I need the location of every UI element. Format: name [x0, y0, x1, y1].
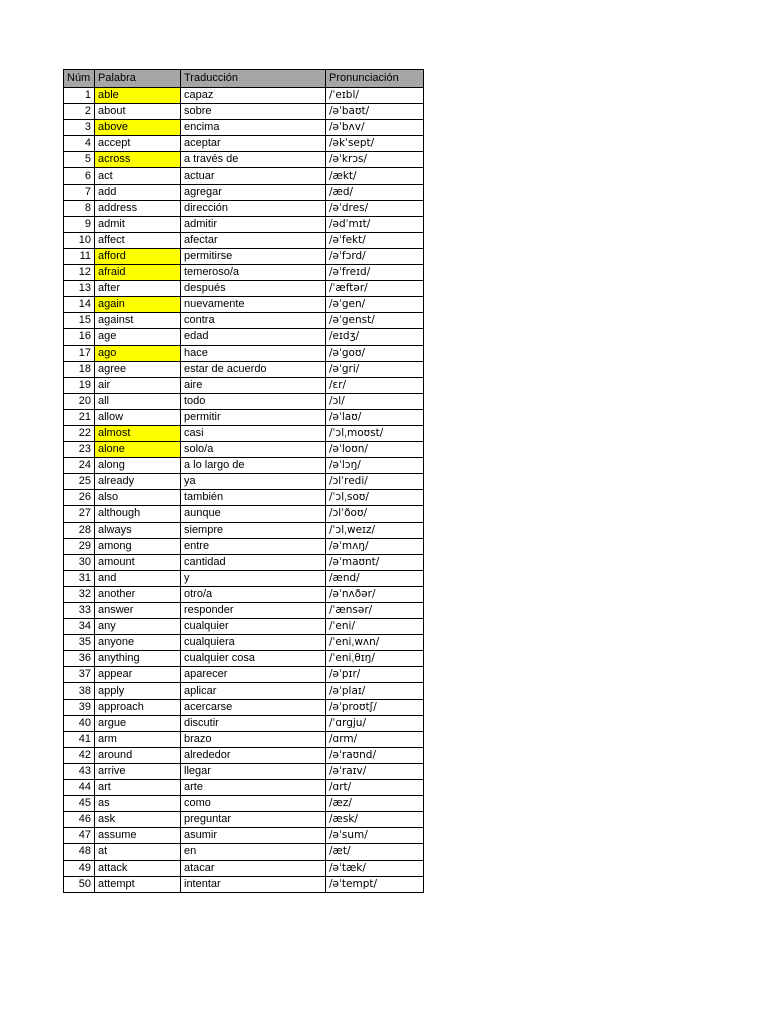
translation-cell: encima — [181, 120, 326, 136]
translation-cell: cualquier cosa — [181, 651, 326, 667]
table-row — [64, 796, 424, 812]
translation-cell: después — [181, 281, 326, 297]
word-cell: already — [95, 474, 181, 490]
row-number: 2 — [64, 104, 95, 120]
header-translation: Traducción — [181, 70, 326, 88]
word-cell: almost — [95, 425, 181, 441]
table-row — [64, 136, 424, 152]
translation-cell: todo — [181, 393, 326, 409]
translation-cell: arte — [181, 780, 326, 796]
pronunciation-cell: /əˈraɪv/ — [326, 763, 424, 779]
table-row — [64, 297, 424, 313]
table-row — [64, 248, 424, 264]
word-cell: age — [95, 329, 181, 345]
row-number: 9 — [64, 216, 95, 232]
row-number: 23 — [64, 442, 95, 458]
table-row — [64, 812, 424, 828]
word-cell: air — [95, 377, 181, 393]
row-number: 16 — [64, 329, 95, 345]
table-row — [64, 683, 424, 699]
row-number: 34 — [64, 619, 95, 635]
row-number: 19 — [64, 377, 95, 393]
pronunciation-cell: /əˈbaʊt/ — [326, 104, 424, 120]
word-cell: afraid — [95, 265, 181, 281]
word-cell: accept — [95, 136, 181, 152]
translation-cell: afectar — [181, 232, 326, 248]
word-cell: ago — [95, 345, 181, 361]
word-cell: any — [95, 619, 181, 635]
row-number: 7 — [64, 184, 95, 200]
word-cell: apply — [95, 683, 181, 699]
word-cell: as — [95, 796, 181, 812]
pronunciation-cell: /ˈɔlˌsoʊ/ — [326, 490, 424, 506]
row-number: 26 — [64, 490, 95, 506]
row-number: 48 — [64, 844, 95, 860]
word-cell: across — [95, 152, 181, 168]
word-cell: assume — [95, 828, 181, 844]
table-row — [64, 490, 424, 506]
pronunciation-cell: /əˈsum/ — [326, 828, 424, 844]
translation-cell: permitirse — [181, 248, 326, 264]
table-body — [64, 88, 424, 893]
translation-cell: admitir — [181, 216, 326, 232]
table-row — [64, 554, 424, 570]
word-cell: able — [95, 88, 181, 104]
table-row — [64, 184, 424, 200]
row-number: 33 — [64, 603, 95, 619]
pronunciation-cell: /əˈbʌv/ — [326, 120, 424, 136]
table-row — [64, 667, 424, 683]
pronunciation-cell: /əˈloʊn/ — [326, 442, 424, 458]
row-number: 15 — [64, 313, 95, 329]
word-cell: along — [95, 458, 181, 474]
row-number: 40 — [64, 715, 95, 731]
table-row — [64, 168, 424, 184]
row-number: 12 — [64, 265, 95, 281]
table-row — [64, 747, 424, 763]
word-cell: about — [95, 104, 181, 120]
translation-cell: preguntar — [181, 812, 326, 828]
translation-cell: llegar — [181, 763, 326, 779]
row-number: 49 — [64, 860, 95, 876]
word-cell: allow — [95, 409, 181, 425]
word-cell: always — [95, 522, 181, 538]
pronunciation-cell: /əˈmaʊnt/ — [326, 554, 424, 570]
row-number: 4 — [64, 136, 95, 152]
row-number: 6 — [64, 168, 95, 184]
pronunciation-cell: /əˈgenst/ — [326, 313, 424, 329]
row-number: 21 — [64, 409, 95, 425]
row-number: 35 — [64, 635, 95, 651]
pronunciation-cell: /æsk/ — [326, 812, 424, 828]
pronunciation-cell: /əˈgen/ — [326, 297, 424, 313]
table-row — [64, 377, 424, 393]
pronunciation-cell: /əˈtempt/ — [326, 876, 424, 892]
pronunciation-cell: /ˈeniˌθɪŋ/ — [326, 651, 424, 667]
row-number: 5 — [64, 152, 95, 168]
pronunciation-cell: /æt/ — [326, 844, 424, 860]
translation-cell: brazo — [181, 731, 326, 747]
table-row — [64, 876, 424, 892]
row-number: 38 — [64, 683, 95, 699]
translation-cell: otro/a — [181, 586, 326, 602]
pronunciation-cell: /ækt/ — [326, 168, 424, 184]
translation-cell: temeroso/a — [181, 265, 326, 281]
translation-cell: y — [181, 570, 326, 586]
pronunciation-cell: /əˈkrɔs/ — [326, 152, 424, 168]
translation-cell: actuar — [181, 168, 326, 184]
word-cell: alone — [95, 442, 181, 458]
header-pronunciation: Pronunciación — [326, 70, 424, 88]
table-row — [64, 731, 424, 747]
word-cell: address — [95, 200, 181, 216]
table-row — [64, 844, 424, 860]
table-row — [64, 281, 424, 297]
pronunciation-cell: /ænd/ — [326, 570, 424, 586]
row-number: 42 — [64, 747, 95, 763]
word-cell: anyone — [95, 635, 181, 651]
row-number: 30 — [64, 554, 95, 570]
word-cell: approach — [95, 699, 181, 715]
translation-cell: capaz — [181, 88, 326, 104]
word-cell: anything — [95, 651, 181, 667]
row-number: 44 — [64, 780, 95, 796]
translation-cell: edad — [181, 329, 326, 345]
word-cell: around — [95, 747, 181, 763]
table-row — [64, 619, 424, 635]
translation-cell: siempre — [181, 522, 326, 538]
translation-cell: solo/a — [181, 442, 326, 458]
translation-cell: cualquiera — [181, 635, 326, 651]
table-row — [64, 216, 424, 232]
table-row — [64, 651, 424, 667]
table-row — [64, 474, 424, 490]
row-number: 37 — [64, 667, 95, 683]
table-row — [64, 329, 424, 345]
table-row — [64, 828, 424, 844]
row-number: 27 — [64, 506, 95, 522]
row-number: 22 — [64, 425, 95, 441]
word-cell: admit — [95, 216, 181, 232]
table-row — [64, 393, 424, 409]
pronunciation-cell: /əˈfekt/ — [326, 232, 424, 248]
word-cell: all — [95, 393, 181, 409]
row-number: 46 — [64, 812, 95, 828]
translation-cell: permitir — [181, 409, 326, 425]
row-number: 29 — [64, 538, 95, 554]
pronunciation-cell: /ədˈmɪt/ — [326, 216, 424, 232]
table-row — [64, 409, 424, 425]
pronunciation-cell: /ˈɔlˌmoʊst/ — [326, 425, 424, 441]
table-row — [64, 586, 424, 602]
word-cell: and — [95, 570, 181, 586]
table-row — [64, 200, 424, 216]
word-cell: also — [95, 490, 181, 506]
row-number: 25 — [64, 474, 95, 490]
translation-cell: hace — [181, 345, 326, 361]
row-number: 45 — [64, 796, 95, 812]
pronunciation-cell: /əˈproʊtʃ/ — [326, 699, 424, 715]
row-number: 31 — [64, 570, 95, 586]
translation-cell: también — [181, 490, 326, 506]
pronunciation-cell: /ɔlˈredi/ — [326, 474, 424, 490]
pronunciation-cell: /eɪdʒ/ — [326, 329, 424, 345]
pronunciation-cell: /ˈænsər/ — [326, 603, 424, 619]
row-number: 17 — [64, 345, 95, 361]
translation-cell: casi — [181, 425, 326, 441]
translation-cell: aunque — [181, 506, 326, 522]
table-header — [64, 70, 424, 88]
row-number: 43 — [64, 763, 95, 779]
header-num: Núm — [64, 70, 95, 88]
header-word: Palabra — [95, 70, 181, 88]
word-cell: art — [95, 780, 181, 796]
table-row — [64, 763, 424, 779]
table-row — [64, 442, 424, 458]
pronunciation-cell: /əˈnʌðər/ — [326, 586, 424, 602]
table-row — [64, 120, 424, 136]
translation-cell: cualquier — [181, 619, 326, 635]
row-number: 3 — [64, 120, 95, 136]
pronunciation-cell: /əˈgoʊ/ — [326, 345, 424, 361]
word-cell: afford — [95, 248, 181, 264]
pronunciation-cell: /æz/ — [326, 796, 424, 812]
translation-cell: aparecer — [181, 667, 326, 683]
table-row — [64, 345, 424, 361]
table-row — [64, 88, 424, 104]
table-row — [64, 570, 424, 586]
word-cell: above — [95, 120, 181, 136]
pronunciation-cell: /əˈraʊnd/ — [326, 747, 424, 763]
row-number: 39 — [64, 699, 95, 715]
table-row — [64, 361, 424, 377]
word-cell: after — [95, 281, 181, 297]
translation-cell: intentar — [181, 876, 326, 892]
word-cell: amount — [95, 554, 181, 570]
pronunciation-cell: /əˈfreɪd/ — [326, 265, 424, 281]
table-row — [64, 860, 424, 876]
table-row — [64, 603, 424, 619]
row-number: 20 — [64, 393, 95, 409]
word-cell: add — [95, 184, 181, 200]
table-row — [64, 265, 424, 281]
word-cell: agree — [95, 361, 181, 377]
word-cell: arm — [95, 731, 181, 747]
translation-cell: acercarse — [181, 699, 326, 715]
pronunciation-cell: /ˈæftər/ — [326, 281, 424, 297]
pronunciation-cell: /əˈlɔŋ/ — [326, 458, 424, 474]
table-row — [64, 635, 424, 651]
row-number: 11 — [64, 248, 95, 264]
translation-cell: entre — [181, 538, 326, 554]
pronunciation-cell: /əˈfɔrd/ — [326, 248, 424, 264]
table-row — [64, 458, 424, 474]
pronunciation-cell: /ɔlˈðoʊ/ — [326, 506, 424, 522]
table-row — [64, 715, 424, 731]
row-number: 18 — [64, 361, 95, 377]
pronunciation-cell: /ɔl/ — [326, 393, 424, 409]
word-cell: appear — [95, 667, 181, 683]
table-row — [64, 232, 424, 248]
table-row — [64, 506, 424, 522]
table-row — [64, 313, 424, 329]
pronunciation-cell: /əˈpɪr/ — [326, 667, 424, 683]
translation-cell: responder — [181, 603, 326, 619]
word-cell: attempt — [95, 876, 181, 892]
header-row — [64, 70, 424, 88]
row-number: 47 — [64, 828, 95, 844]
word-cell: at — [95, 844, 181, 860]
table-row — [64, 104, 424, 120]
table-row — [64, 152, 424, 168]
word-cell: again — [95, 297, 181, 313]
row-number: 10 — [64, 232, 95, 248]
pronunciation-cell: /əˈlaʊ/ — [326, 409, 424, 425]
pronunciation-cell: /əˈtæk/ — [326, 860, 424, 876]
row-number: 36 — [64, 651, 95, 667]
table-row — [64, 780, 424, 796]
word-cell: arrive — [95, 763, 181, 779]
pronunciation-cell: /əˈgri/ — [326, 361, 424, 377]
row-number: 8 — [64, 200, 95, 216]
translation-cell: discutir — [181, 715, 326, 731]
pronunciation-cell: /ˈɑrgju/ — [326, 715, 424, 731]
translation-cell: atacar — [181, 860, 326, 876]
translation-cell: alrededor — [181, 747, 326, 763]
pronunciation-cell: /ɑrt/ — [326, 780, 424, 796]
row-number: 41 — [64, 731, 95, 747]
pronunciation-cell: /ɛr/ — [326, 377, 424, 393]
translation-cell: aire — [181, 377, 326, 393]
translation-cell: dirección — [181, 200, 326, 216]
pronunciation-cell: /əˈplaɪ/ — [326, 683, 424, 699]
translation-cell: sobre — [181, 104, 326, 120]
row-number: 50 — [64, 876, 95, 892]
translation-cell: agregar — [181, 184, 326, 200]
translation-cell: a través de — [181, 152, 326, 168]
row-number: 32 — [64, 586, 95, 602]
table-row — [64, 699, 424, 715]
table-row — [64, 522, 424, 538]
word-cell: attack — [95, 860, 181, 876]
pronunciation-cell: /əˈmʌŋ/ — [326, 538, 424, 554]
table-row — [64, 425, 424, 441]
pronunciation-cell: /əkˈsept/ — [326, 136, 424, 152]
row-number: 24 — [64, 458, 95, 474]
translation-cell: aceptar — [181, 136, 326, 152]
translation-cell: en — [181, 844, 326, 860]
word-cell: although — [95, 506, 181, 522]
translation-cell: aplicar — [181, 683, 326, 699]
word-cell: another — [95, 586, 181, 602]
word-cell: ask — [95, 812, 181, 828]
vocabulary-table — [63, 69, 424, 893]
translation-cell: a lo largo de — [181, 458, 326, 474]
translation-cell: como — [181, 796, 326, 812]
row-number: 28 — [64, 522, 95, 538]
word-cell: affect — [95, 232, 181, 248]
pronunciation-cell: /ˈɔlˌweɪz/ — [326, 522, 424, 538]
pronunciation-cell: /ˈeni/ — [326, 619, 424, 635]
pronunciation-cell: /ɑrm/ — [326, 731, 424, 747]
translation-cell: asumir — [181, 828, 326, 844]
table-row — [64, 538, 424, 554]
word-cell: act — [95, 168, 181, 184]
row-number: 1 — [64, 88, 95, 104]
pronunciation-cell: /ˈeniˌwʌn/ — [326, 635, 424, 651]
row-number: 14 — [64, 297, 95, 313]
translation-cell: estar de acuerdo — [181, 361, 326, 377]
vocabulary-sheet — [63, 69, 423, 893]
translation-cell: ya — [181, 474, 326, 490]
translation-cell: cantidad — [181, 554, 326, 570]
word-cell: answer — [95, 603, 181, 619]
row-number: 13 — [64, 281, 95, 297]
word-cell: against — [95, 313, 181, 329]
pronunciation-cell: /ˈeɪbl/ — [326, 88, 424, 104]
translation-cell: nuevamente — [181, 297, 326, 313]
pronunciation-cell: /əˈdres/ — [326, 200, 424, 216]
word-cell: argue — [95, 715, 181, 731]
word-cell: among — [95, 538, 181, 554]
pronunciation-cell: /æd/ — [326, 184, 424, 200]
translation-cell: contra — [181, 313, 326, 329]
